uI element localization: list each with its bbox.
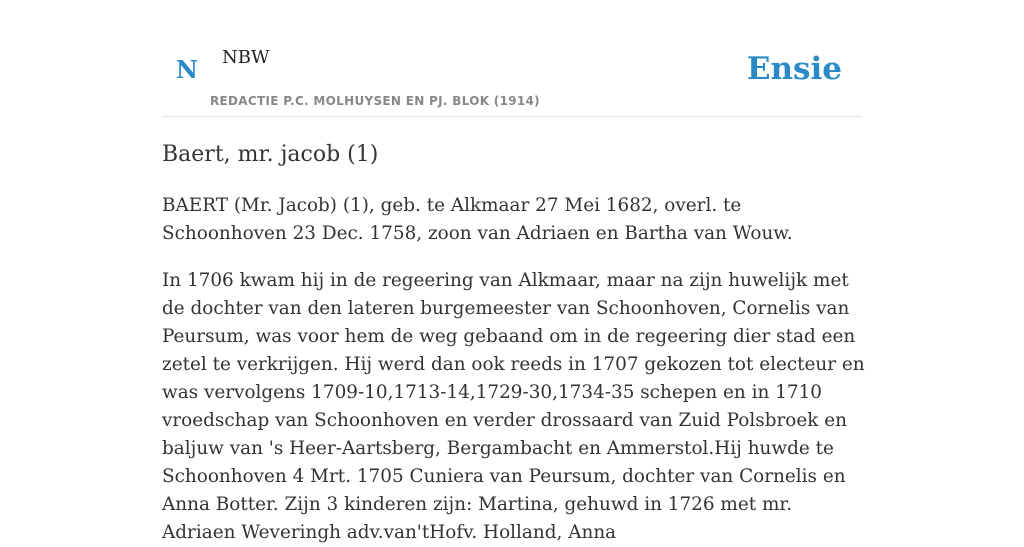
page-container: [162, 0, 865, 543]
ensie-logo[interactable]: Ensie: [746, 51, 842, 87]
entry-title: Baert, mr. jacob (1): [162, 142, 379, 167]
book-title-link[interactable]: NBW: [222, 47, 270, 68]
article-paragraph: In 1706 kwam hij in de regeering van Alkmaar, maar na zijn huwelijk met de dochter van den lateren burgemeester van Schoonhoven, Cornelis van Peursum, was voor hem de weg gebaand om in de regeering dier stad een zetel te verkrijgen. Hij werd dan ook reeds in 1707 gekozen tot electeur en was vervolgens 1709-10,1713-14,1729-30,1734-35 schepen en in 1710 vroedschap van Schoonhoven en verder drossaard van Zuid Polsbroek en baljuw van 's Heer-Aartsberg, Bergambacht en Ammerstol.Hij huwde te Schoonhoven 4 Mrt. 1705 Cuniera van Peursum, dochter van Cornelis en Anna Botter. Zijn 3 kinderen zijn: Martina, gehuwd in 1726 met mr. Adriaen Weveringh adv.van'tHofv. Holland, Anna: [162, 270, 865, 543]
article-paragraph: BAERT (Mr. Jacob) (1), geb. te Alkmaar 27 Mei 1682, overl. te Schoonhoven 23 Dec. 1758, zoon van Adriaen en Bartha van Wouw.: [162, 195, 793, 244]
header: [162, 0, 862, 117]
editors-subtitle: REDACTIE P.C. MOLHUYSEN EN PJ. BLOK (1914): [210, 94, 540, 108]
book-logo[interactable]: N: [176, 55, 198, 84]
